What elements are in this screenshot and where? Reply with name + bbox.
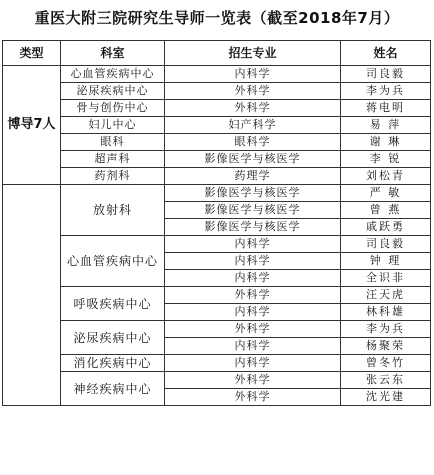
department-cell: 妇儿中心 xyxy=(61,117,165,134)
name-cell: 李为兵 xyxy=(341,321,431,338)
department-cell: 泌尿疾病中心 xyxy=(61,83,165,100)
name-cell: 杨聚荣 xyxy=(341,338,431,355)
major-cell: 内科学 xyxy=(165,304,341,321)
table-row xyxy=(3,83,431,100)
name-cell: 司良毅 xyxy=(341,236,431,253)
type-cell-doctoral: 博导7人 xyxy=(3,66,61,185)
header-major: 招生专业 xyxy=(165,41,341,66)
department-cell: 心血管疾病中心 xyxy=(61,66,165,83)
major-cell: 外科学 xyxy=(165,287,341,304)
department-group-cell: 消化疾病中心 xyxy=(61,355,165,372)
major-cell: 内科学 xyxy=(165,355,341,372)
name-cell: 谢 琳 xyxy=(341,134,431,151)
department-cell: 骨与创伤中心 xyxy=(61,100,165,117)
table-row xyxy=(3,134,431,151)
major-cell: 影像医学与核医学 xyxy=(165,185,341,202)
major-cell: 妇产科学 xyxy=(165,117,341,134)
table-row xyxy=(3,117,431,134)
name-cell: 曾 燕 xyxy=(341,202,431,219)
major-cell: 影像医学与核医学 xyxy=(165,202,341,219)
major-cell: 内科学 xyxy=(165,66,341,83)
header-type: 类型 xyxy=(3,41,61,66)
department-group-cell: 神经疾病中心 xyxy=(61,372,165,406)
name-cell: 易 萍 xyxy=(341,117,431,134)
major-cell: 药理学 xyxy=(165,168,341,185)
major-cell: 外科学 xyxy=(165,83,341,100)
department-cell: 药剂科 xyxy=(61,168,165,185)
table-row xyxy=(3,185,431,202)
header-name: 姓名 xyxy=(341,41,431,66)
major-cell: 外科学 xyxy=(165,372,341,389)
name-cell: 沈光建 xyxy=(341,389,431,406)
supervisor-table xyxy=(2,40,431,406)
major-cell: 外科学 xyxy=(165,100,341,117)
table-header-row xyxy=(3,41,431,66)
name-cell: 李 锐 xyxy=(341,151,431,168)
name-cell: 司良毅 xyxy=(341,66,431,83)
major-cell: 内科学 xyxy=(165,270,341,287)
department-group-cell: 呼吸疾病中心 xyxy=(61,287,165,321)
major-cell: 外科学 xyxy=(165,389,341,406)
table-row xyxy=(3,151,431,168)
table-row xyxy=(3,321,431,338)
name-cell: 蒋电明 xyxy=(341,100,431,117)
table-row xyxy=(3,66,431,83)
major-cell: 外科学 xyxy=(165,321,341,338)
name-cell: 严 敏 xyxy=(341,185,431,202)
table-row xyxy=(3,100,431,117)
major-cell: 内科学 xyxy=(165,338,341,355)
name-cell: 李为兵 xyxy=(341,83,431,100)
department-group-cell: 放射科 xyxy=(61,185,165,236)
name-cell: 钟 理 xyxy=(341,253,431,270)
major-cell: 影像医学与核医学 xyxy=(165,151,341,168)
major-cell: 眼科学 xyxy=(165,134,341,151)
page-title: 重医大附三院研究生导师一览表（截至2018年7月） xyxy=(34,9,400,27)
table-row xyxy=(3,372,431,389)
table-row xyxy=(3,355,431,372)
name-cell: 全识非 xyxy=(341,270,431,287)
type-cell-masters xyxy=(3,185,61,406)
name-cell: 刘松青 xyxy=(341,168,431,185)
table-row xyxy=(3,236,431,253)
department-cell: 眼科 xyxy=(61,134,165,151)
name-cell: 曾冬竹 xyxy=(341,355,431,372)
major-cell: 内科学 xyxy=(165,236,341,253)
table-row xyxy=(3,168,431,185)
department-group-cell: 心血管疾病中心 xyxy=(61,236,165,287)
name-cell: 林科雄 xyxy=(341,304,431,321)
header-department: 科室 xyxy=(61,41,165,66)
name-cell: 戚跃勇 xyxy=(341,219,431,236)
department-cell: 超声科 xyxy=(61,151,165,168)
name-cell: 汪天虎 xyxy=(341,287,431,304)
major-cell: 内科学 xyxy=(165,253,341,270)
major-cell: 影像医学与核医学 xyxy=(165,219,341,236)
department-group-cell: 泌尿疾病中心 xyxy=(61,321,165,355)
name-cell: 张云东 xyxy=(341,372,431,389)
table-row xyxy=(3,287,431,304)
